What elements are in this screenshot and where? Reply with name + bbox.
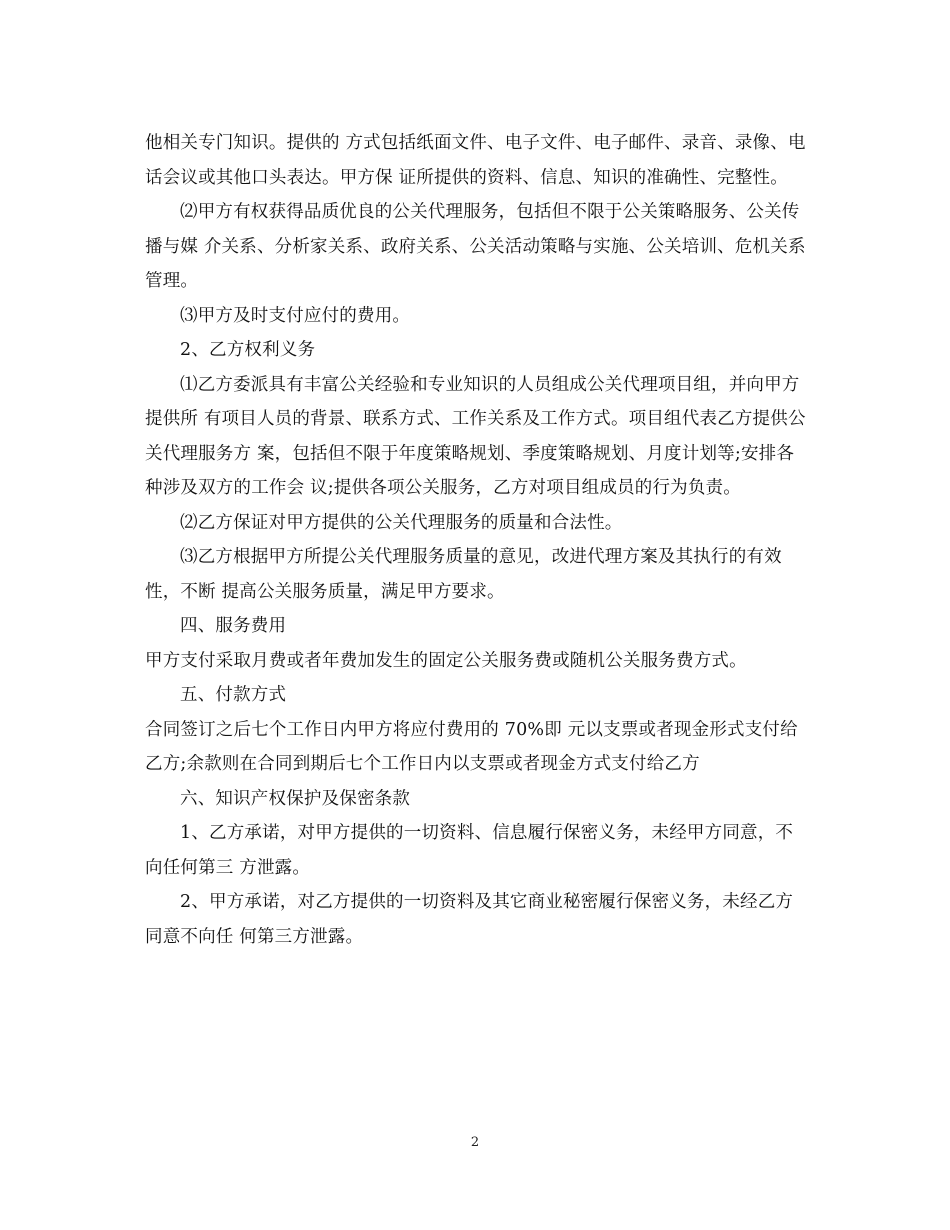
- paragraph-confidentiality-party-a: 2、甲方承诺，对乙方提供的一切资料及其它商业秘密履行保密义务，未经乙方同意不向任 何第三方泄露。: [145, 892, 794, 947]
- paragraph-service-fees: 甲方支付采取月费或者年费加发生的固定公关服务费或随机公关服务费方式。: [145, 650, 747, 671]
- paragraph-party-b-right-2: ⑵乙方保证对甲方提供的公关代理服务的质量和合法性。: [180, 512, 623, 533]
- paragraph-party-a-right-2: ⑵甲方有权获得品质优良的公关代理服务，包括但不限于公关策略服务、公关传播与媒 介关系、分析家关系、政府关系、公关活动策略与实施、公关培训、危机关系管理。: [145, 202, 806, 291]
- paragraph-party-b-right-1: ⑴乙方委派具有丰富公关经验和专业知识的人员组成公关代理项目组，并向甲方提供所 有项目人员的背景、联系方式、工作关系及工作方式。项目组代表乙方提供公关代理服务方 案，包括但不限于年度策略规划、季度策略规划、月度计划等;安排各种涉及双方的工作会 议;提供各项公关服务，乙方对项目组成员的行为负责。: [145, 374, 806, 498]
- paragraph-party-b-right-3: ⑶乙方根据甲方所提公关代理服务质量的意见，改进代理方案及其执行的有效性，不断 提高公关服务质量，满足甲方要求。: [145, 547, 782, 602]
- paragraph-info-provision: 他相关专门知识。提供的 方式包括纸面文件、电子文件、电子邮件、录音、录像、电话会议或其他口头表达。甲方保 证所提供的资料、信息、知识的准确性、完整性。: [145, 133, 806, 188]
- paragraph-party-a-right-3: ⑶甲方及时支付应付的费用。: [180, 305, 411, 326]
- section-heading-service-fees: 四、服务费用: [180, 616, 287, 636]
- section-heading-ip-confidentiality: 六、知识产权保护及保密条款: [180, 788, 411, 809]
- paragraph-payment-method: 合同签订之后七个工作日内甲方将应付费用的 70%即 元以支票或者现金形式支付给 乙方;余款则在合同到期后七个工作日内以支票或者现金方式支付给乙方: [145, 719, 798, 774]
- section-heading-payment-method: 五、付款方式: [180, 685, 287, 705]
- paragraph-confidentiality-party-b: 1、乙方承诺，对甲方提供的一切资料、信息履行保密义务，未经甲方同意，不向任何第三 方泄露。: [145, 823, 794, 878]
- page-number: 2: [470, 1135, 480, 1150]
- document-body: [145, 126, 810, 954]
- section-heading-party-b-rights: 2、乙方权利义务: [180, 340, 316, 360]
